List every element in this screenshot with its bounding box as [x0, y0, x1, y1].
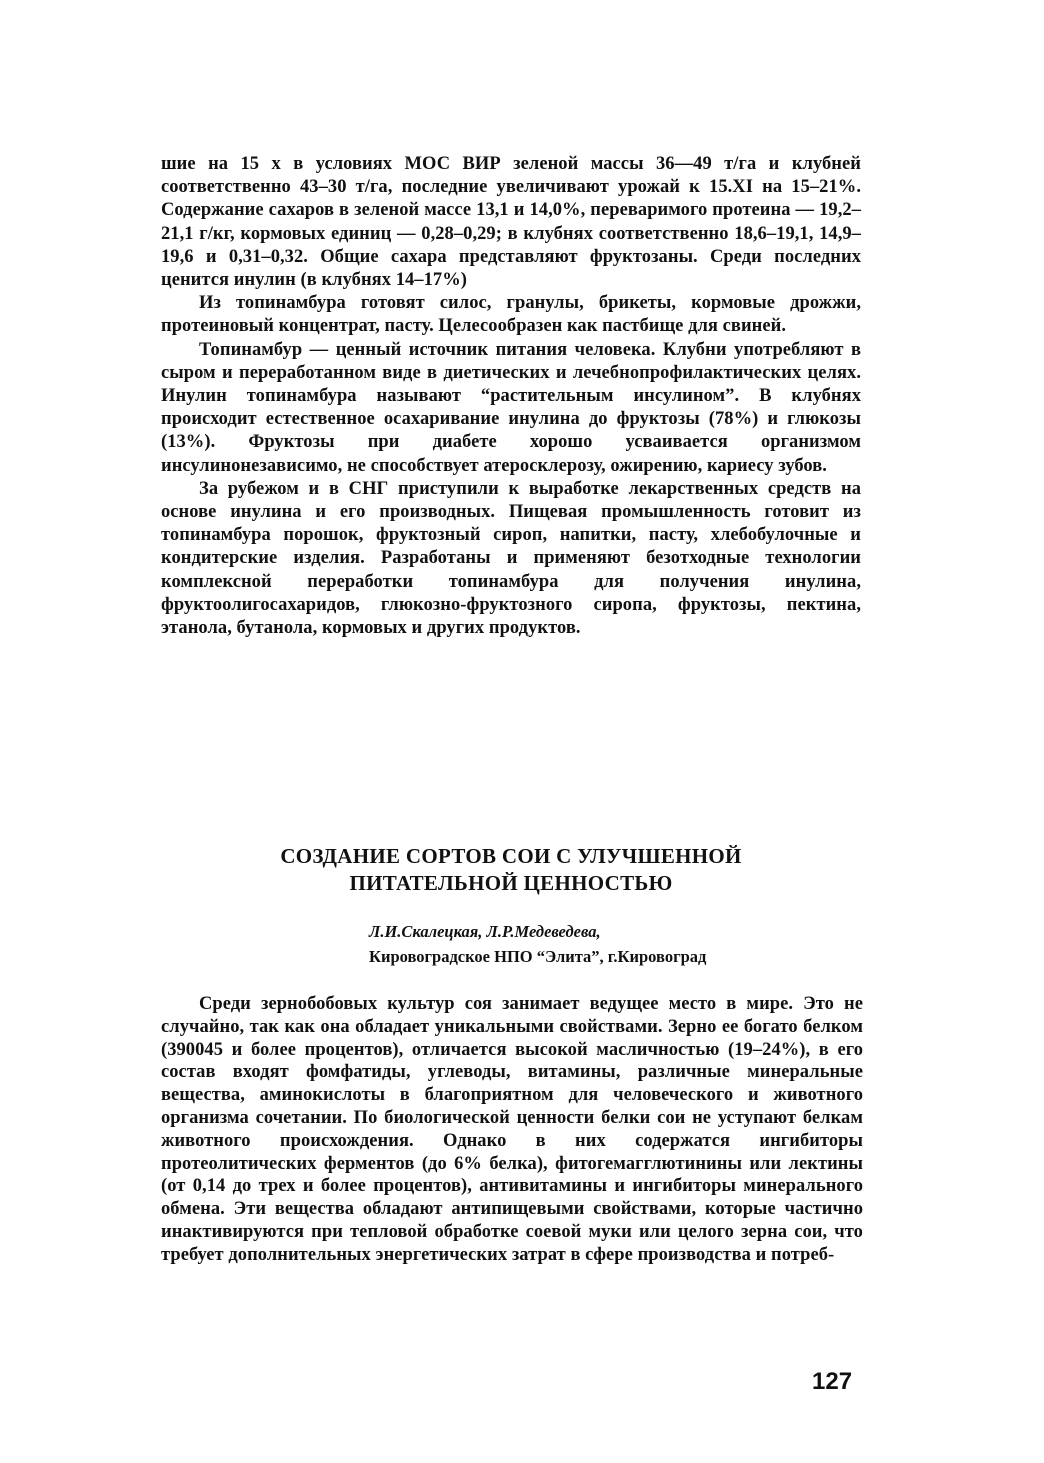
- article-title-line-1: СОЗДАНИЕ СОРТОВ СОИ С УЛУЧШЕННОЙ: [280, 844, 742, 868]
- paragraph-human-nutrition: Топинамбур — ценный источник питания человека. Клубни употребляют в сыром и переработанном виде в диетических и лечебнопрофилактических целях. Инулин топинамбура называют “растительным инсулином”. В клубнях происходит естественное осахаривание инулина до фруктозы (78%) и глюкозы (13%). Фруктозы при диабете хорошо усваивается организмом инсулинонезависимо, не способствует атеросклерозу, ожирению, кариесу зубов.: [161, 339, 861, 476]
- paragraph-industry: За рубежом и в СНГ приступили к выработке лекарственных средств на основе инулина и его производных. Пищевая промышленность готовит из топинамбура порошок, фруктозный сироп, напитки, пасту, хлебобулочные и кондитерские изделия. Разработаны и применяют безотходные технологии комплексной переработки топинамбура для получения инулина, фруктоолигосахаридов, глюкозно-фруктозного сиропа, фруктозы, пектина, этанола, бутанола, кормовых и других продуктов.: [161, 478, 861, 639]
- article-title: [161, 843, 861, 897]
- paragraph-soy-intro: Среди зернобобовых культур соя занимает ведущее место в мире. Это не случайно, так как она обладает уникальными свойствами. Зерно ее богато белком (390045 и более процентов), отличается высокой масличностью (19–24%), в его состав входят фомфатиды, углеводы, витамины, различные минеральные вещества, аминокислоты в благоприятном для человеческого и животного организма сочетании. По биологической ценности белки сои не уступают белкам животного происхождения. Однако в них содержатся ингибиторы протеолитических ферментов (до 6% белка), фитогемагглютинины или лектины (от 0,14 до трех и более процентов), антивитамины и ингибиторы минерального обмена. Эти вещества обладают антипищевыми свойствами, которые частично инактивируются при тепловой обработке соевой муки или целого зерна сои, что требует дополнительных энергетических затрат в сфере производства и потреб-: [161, 994, 863, 1265]
- paragraph-continued: шие на 15 х в условиях МОС ВИР зеленой массы 36—49 т/га и клубней соответственно 43–30 т/га, последние увеличивают урожай к 15.XI на 15–21%. Содержание сахаров в зеленой массе 13,1 и 14,0%, переваримого протеина — 19,2–21,1 г/кг, кормовых единиц — 0,28–0,29; в клубнях соответственно 18,6–19,1, 14,9–19,6 и 0,31–0,32. Общие сахара представляют фруктозаны. Среди последних ценится инулин (в клубнях 14–17%): [161, 154, 861, 291]
- article-authors: Л.И.Скалецкая, Л.Р.Медеведева,: [369, 922, 601, 941]
- article-body: [161, 993, 863, 1267]
- article-affiliation: Кировоградское НПО “Элита”, г.Кировоград: [369, 947, 707, 966]
- paragraph-uses: Из топинамбура готовят силос, гранулы, брикеты, кормовые дрожжи, протеиновый концентрат, пасту. Целесообразен как пастбище для свиней.: [161, 293, 861, 337]
- article-title-line-2: ПИТАТЕЛЬНОЙ ЦЕННОСТЬЮ: [349, 871, 673, 895]
- continued-text-block: [161, 153, 861, 640]
- page-number: 127: [812, 1368, 853, 1395]
